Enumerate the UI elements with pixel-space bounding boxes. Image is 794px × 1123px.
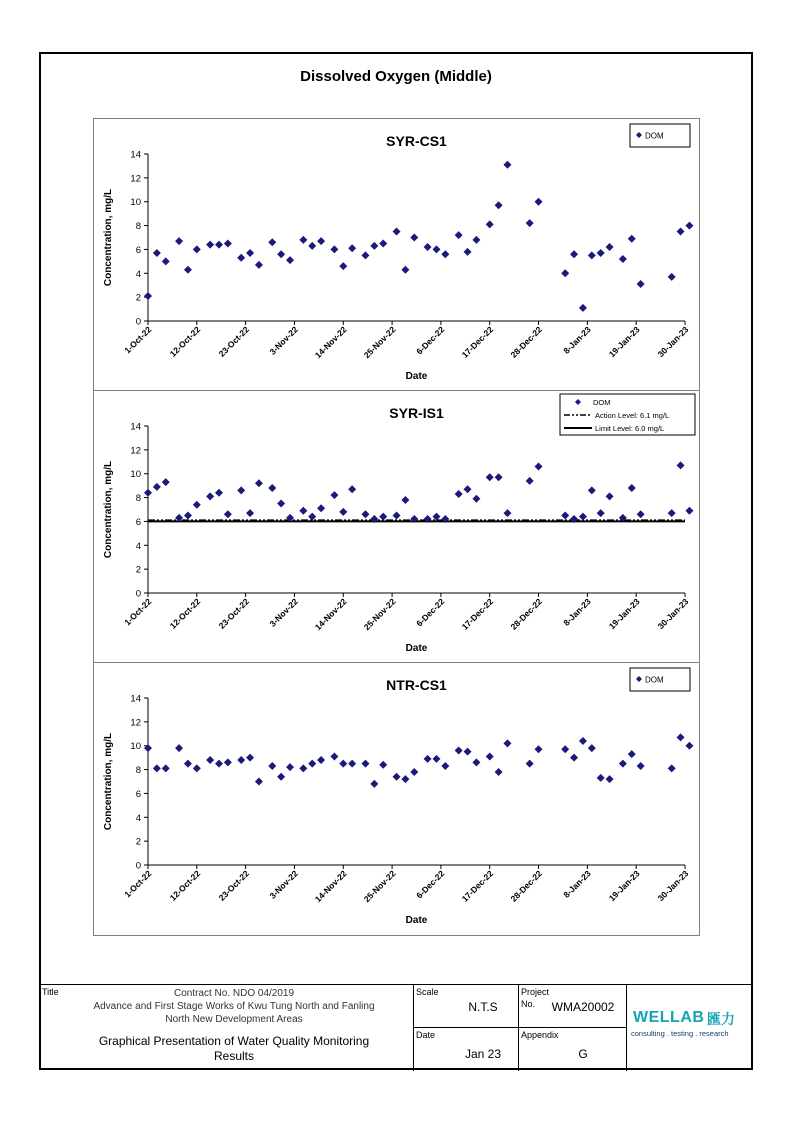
x-tick-label: 3-Nov-22 xyxy=(267,324,300,357)
x-tick-label: 23-Oct-22 xyxy=(216,596,252,631)
data-point xyxy=(339,508,347,516)
appendix-label: Appendix xyxy=(521,1030,559,1040)
data-point xyxy=(619,760,627,768)
x-tick-label: 6-Dec-22 xyxy=(414,868,447,901)
x-axis-label: Date xyxy=(405,643,428,654)
y-tick-label: 6 xyxy=(135,788,141,800)
data-point xyxy=(361,760,369,768)
data-point xyxy=(348,485,356,493)
data-point xyxy=(317,504,325,512)
data-point xyxy=(535,198,543,206)
data-point xyxy=(401,775,409,783)
x-tick-label: 1-Oct-22 xyxy=(122,324,154,356)
data-point xyxy=(561,269,569,277)
data-point xyxy=(677,461,685,469)
data-point xyxy=(495,201,503,209)
data-point xyxy=(597,249,605,257)
x-tick-label: 17-Dec-22 xyxy=(459,324,496,360)
data-point xyxy=(410,234,418,242)
data-point xyxy=(184,511,192,519)
data-point xyxy=(215,489,223,497)
data-point xyxy=(184,760,192,768)
x-tick-label: 8-Jan-23 xyxy=(561,596,593,628)
data-point xyxy=(162,257,170,265)
y-tick-label: 4 xyxy=(135,268,141,280)
data-point xyxy=(677,733,685,741)
scale-label: Scale xyxy=(416,987,439,997)
data-point xyxy=(255,261,263,269)
data-point xyxy=(637,280,645,288)
x-tick-label: 14-Nov-22 xyxy=(312,324,349,361)
data-point xyxy=(410,768,418,776)
data-point xyxy=(526,477,534,485)
data-point xyxy=(193,501,201,509)
x-axis-label: Date xyxy=(405,915,428,926)
data-point xyxy=(246,249,254,257)
x-tick-label: 3-Nov-22 xyxy=(267,868,300,901)
x-tick-label: 28-Dec-22 xyxy=(508,596,544,632)
legend xyxy=(630,668,690,691)
data-point xyxy=(628,484,636,492)
scale-value: N.T.S xyxy=(468,1000,498,1014)
x-tick-label: 14-Nov-22 xyxy=(312,596,349,633)
data-point xyxy=(393,228,401,236)
y-axis-label: Concentration, mg/L xyxy=(103,188,114,287)
data-point xyxy=(339,262,347,270)
chart-title: SYR-CS1 xyxy=(386,133,447,149)
title-label: Title xyxy=(42,987,59,997)
data-point xyxy=(432,245,440,253)
data-point xyxy=(455,231,463,239)
title-block xyxy=(39,984,753,1071)
data-point xyxy=(503,161,511,169)
x-axis-label: Date xyxy=(405,371,428,382)
y-tick-label: 10 xyxy=(130,197,141,209)
legend-label-limit: Limit Level: 6.0 mg/L xyxy=(595,424,665,433)
data-point xyxy=(193,764,201,772)
data-point xyxy=(561,745,569,753)
data-point xyxy=(237,486,245,494)
data-point xyxy=(579,304,587,312)
y-tick-label: 0 xyxy=(135,316,141,328)
data-point xyxy=(330,752,338,760)
data-point xyxy=(184,266,192,274)
data-point xyxy=(162,478,170,486)
data-point xyxy=(579,737,587,745)
y-axis-label: Concentration, mg/L xyxy=(103,460,114,559)
chart-title: NTR-CS1 xyxy=(386,677,447,693)
data-point xyxy=(486,473,494,481)
data-point xyxy=(685,222,693,230)
data-point xyxy=(464,748,472,756)
date-label: Date xyxy=(416,1030,436,1040)
x-tick-label: 3-Nov-22 xyxy=(267,596,300,629)
data-point xyxy=(535,745,543,753)
x-tick-label: 8-Jan-23 xyxy=(561,324,593,356)
data-point xyxy=(588,251,596,259)
legend-label-dom: DOM xyxy=(645,675,664,685)
y-tick-label: 14 xyxy=(130,693,141,705)
y-tick-label: 4 xyxy=(135,812,141,824)
data-point xyxy=(606,492,614,500)
data-point xyxy=(299,764,307,772)
y-tick-label: 6 xyxy=(135,244,141,256)
data-point xyxy=(193,245,201,253)
data-point xyxy=(526,219,534,227)
data-point xyxy=(215,241,223,249)
presentation-line-2: Results xyxy=(213,1049,254,1063)
footer-divider xyxy=(413,1027,626,1028)
data-point xyxy=(685,507,693,515)
data-point xyxy=(215,760,223,768)
data-point xyxy=(206,492,214,500)
data-point xyxy=(441,762,449,770)
footer-divider xyxy=(518,985,519,1071)
x-tick-label: 28-Dec-22 xyxy=(508,324,544,360)
data-point xyxy=(144,292,152,300)
data-point xyxy=(503,739,511,747)
x-tick-label: 30-Jan-23 xyxy=(655,868,691,904)
legend xyxy=(630,124,690,147)
data-point xyxy=(348,244,356,252)
data-point xyxy=(246,509,254,517)
data-point xyxy=(277,250,285,258)
x-tick-label: 14-Nov-22 xyxy=(312,868,349,905)
x-tick-label: 30-Jan-23 xyxy=(655,596,691,632)
data-point xyxy=(268,484,276,492)
data-point xyxy=(224,239,232,247)
data-point xyxy=(455,490,463,498)
legend-label-action: Action Level: 6.1 mg/L xyxy=(595,411,670,420)
y-tick-label: 8 xyxy=(135,221,141,233)
x-tick-label: 6-Dec-22 xyxy=(414,596,447,629)
x-tick-label: 25-Nov-22 xyxy=(361,596,398,633)
y-axis-label: Concentration, mg/L xyxy=(103,732,114,831)
data-point xyxy=(685,742,693,750)
data-point xyxy=(424,755,432,763)
data-point xyxy=(535,463,543,471)
data-point xyxy=(286,763,294,771)
data-point xyxy=(286,256,294,264)
chart-ntr-cs1 xyxy=(93,663,700,935)
data-point xyxy=(561,511,569,519)
data-point xyxy=(570,250,578,258)
data-point xyxy=(432,755,440,763)
data-point xyxy=(224,510,232,518)
y-tick-label: 8 xyxy=(135,765,141,777)
data-point xyxy=(455,746,463,754)
data-point xyxy=(472,758,480,766)
chart-syr-cs1 xyxy=(93,119,700,390)
x-tick-label: 19-Jan-23 xyxy=(606,596,642,632)
data-point xyxy=(308,242,316,250)
x-tick-label: 28-Dec-22 xyxy=(508,868,544,904)
data-point xyxy=(348,760,356,768)
data-point xyxy=(495,473,503,481)
company-logo xyxy=(631,1009,749,1049)
data-point xyxy=(588,744,596,752)
contract-line-3: North New Development Areas xyxy=(165,1014,303,1025)
data-point xyxy=(495,768,503,776)
data-point xyxy=(606,775,614,783)
data-point xyxy=(268,762,276,770)
x-tick-label: 8-Jan-23 xyxy=(561,868,593,900)
data-point xyxy=(668,764,676,772)
data-point xyxy=(628,235,636,243)
y-tick-label: 2 xyxy=(135,836,141,848)
y-tick-label: 12 xyxy=(130,173,141,185)
y-tick-label: 2 xyxy=(135,564,141,576)
y-tick-label: 14 xyxy=(130,421,141,433)
data-point xyxy=(472,236,480,244)
data-point xyxy=(526,760,534,768)
x-tick-label: 1-Oct-22 xyxy=(122,596,154,628)
date-value: Jan 23 xyxy=(464,1047,502,1061)
data-point xyxy=(393,511,401,519)
contract-line-1: Contract No. NDO 04/2019 xyxy=(173,988,295,999)
data-point xyxy=(503,509,511,517)
logo-chinese: 匯力 xyxy=(707,1011,735,1027)
y-tick-label: 0 xyxy=(135,860,141,872)
data-point xyxy=(379,761,387,769)
x-tick-label: 23-Oct-22 xyxy=(216,324,252,359)
data-point xyxy=(153,764,161,772)
y-tick-label: 10 xyxy=(130,469,141,481)
data-point xyxy=(628,750,636,758)
y-tick-label: 4 xyxy=(135,540,141,552)
no-label: No. xyxy=(521,999,536,1009)
data-point xyxy=(472,495,480,503)
contract-line-2: Advance and First Stage Works of Kwu Tung North and Fanling xyxy=(93,1001,375,1012)
data-point xyxy=(379,239,387,247)
data-point xyxy=(299,236,307,244)
data-point xyxy=(637,762,645,770)
data-point xyxy=(246,754,254,762)
data-point xyxy=(401,496,409,504)
page-title: Dissolved Oxygen (Middle) xyxy=(300,68,492,85)
y-tick-label: 10 xyxy=(130,741,141,753)
data-point xyxy=(393,773,401,781)
presentation-line-1: Graphical Presentation of Water Quality Monitoring xyxy=(98,1034,370,1048)
data-point xyxy=(361,251,369,259)
chart-syr-is1 xyxy=(93,391,700,662)
data-point xyxy=(308,760,316,768)
x-tick-label: 19-Jan-23 xyxy=(606,324,642,360)
project-label: Project xyxy=(521,987,550,997)
data-point xyxy=(299,507,307,515)
data-point xyxy=(255,778,263,786)
data-point xyxy=(144,489,152,497)
data-point xyxy=(175,237,183,245)
data-point xyxy=(464,485,472,493)
legend-label-dom: DOM xyxy=(593,398,611,407)
y-tick-label: 0 xyxy=(135,588,141,600)
logo-wordmark: WELLAB xyxy=(633,1009,705,1026)
y-tick-label: 6 xyxy=(135,516,141,528)
x-tick-label: 25-Nov-22 xyxy=(361,324,398,361)
data-point xyxy=(619,255,627,263)
y-tick-label: 12 xyxy=(130,717,141,729)
x-tick-label: 23-Oct-22 xyxy=(216,868,252,903)
data-point xyxy=(224,758,232,766)
x-tick-label: 17-Dec-22 xyxy=(459,868,496,904)
x-tick-label: 1-Oct-22 xyxy=(122,868,154,900)
data-point xyxy=(206,756,214,764)
y-tick-label: 12 xyxy=(130,445,141,457)
legend xyxy=(560,394,695,435)
x-tick-label: 30-Jan-23 xyxy=(655,324,691,360)
data-point xyxy=(330,245,338,253)
data-point xyxy=(579,513,587,521)
data-point xyxy=(370,780,378,788)
data-point xyxy=(637,510,645,518)
appendix-value: G xyxy=(578,1047,588,1061)
data-point xyxy=(424,243,432,251)
data-point xyxy=(401,266,409,274)
data-point xyxy=(677,228,685,236)
data-point xyxy=(153,249,161,257)
data-point xyxy=(339,760,347,768)
legend-label-dom: DOM xyxy=(645,131,664,141)
data-point xyxy=(175,744,183,752)
x-tick-label: 17-Dec-22 xyxy=(459,596,496,632)
y-tick-label: 14 xyxy=(130,149,141,161)
data-point xyxy=(268,238,276,246)
data-point xyxy=(588,486,596,494)
x-tick-label: 12-Oct-22 xyxy=(167,596,203,631)
project-value: WMA20002 xyxy=(551,1000,615,1014)
logo-tagline: consulting . testing . research xyxy=(631,1029,729,1038)
x-tick-label: 6-Dec-22 xyxy=(414,324,447,357)
x-tick-label: 19-Jan-23 xyxy=(606,868,642,904)
x-tick-label: 25-Nov-22 xyxy=(361,868,398,905)
data-point xyxy=(668,509,676,517)
data-point xyxy=(486,752,494,760)
x-tick-label: 12-Oct-22 xyxy=(167,324,203,359)
data-point xyxy=(570,754,578,762)
y-tick-label: 2 xyxy=(135,292,141,304)
data-point xyxy=(206,241,214,249)
data-point xyxy=(441,250,449,258)
data-point xyxy=(153,483,161,491)
data-point xyxy=(668,273,676,281)
data-point xyxy=(597,509,605,517)
footer-divider xyxy=(626,985,627,1071)
data-point xyxy=(255,479,263,487)
data-point xyxy=(277,773,285,781)
data-point xyxy=(317,756,325,764)
data-point xyxy=(237,254,245,262)
data-point xyxy=(162,764,170,772)
y-tick-label: 8 xyxy=(135,493,141,505)
x-tick-label: 12-Oct-22 xyxy=(167,868,203,903)
data-point xyxy=(317,237,325,245)
data-point xyxy=(606,243,614,251)
footer-divider xyxy=(413,985,414,1071)
data-point xyxy=(370,242,378,250)
data-point xyxy=(277,500,285,508)
data-point xyxy=(464,248,472,256)
data-point xyxy=(237,756,245,764)
data-point xyxy=(597,774,605,782)
chart-title: SYR-IS1 xyxy=(389,405,444,421)
data-point xyxy=(361,510,369,518)
data-point xyxy=(486,220,494,228)
data-point xyxy=(330,491,338,499)
